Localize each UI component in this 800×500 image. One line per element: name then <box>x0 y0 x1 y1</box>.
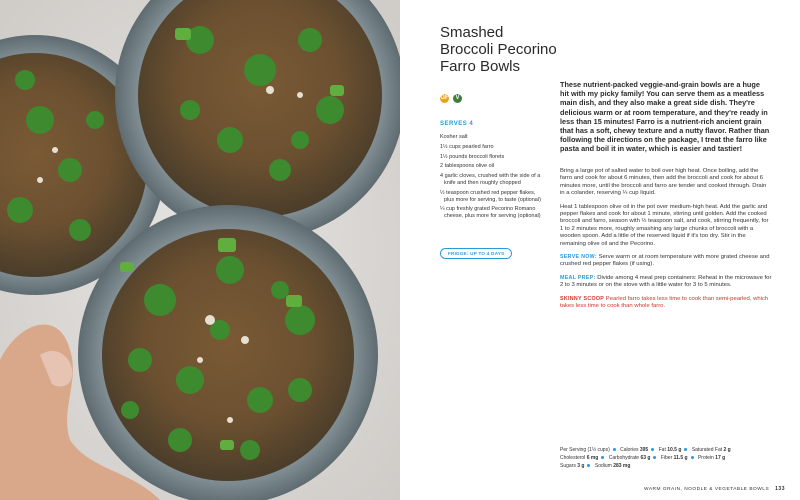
recipe-title: Smashed Broccoli Pecorino Farro Bowls <box>440 24 557 75</box>
bullet-dot-icon <box>684 448 687 451</box>
page-number: 133 <box>775 486 785 492</box>
meal-prep-note <box>560 275 772 290</box>
page-footer <box>644 486 785 492</box>
bullet-dot-icon <box>651 448 654 451</box>
ingredient-item: ¼ cup freshly grated Pecorino Romano cheese, plus more for serving (optional) <box>440 206 541 220</box>
nutrient-label: Carbohydrate <box>608 455 640 461</box>
ingredient-item: Kosher salt <box>440 134 468 140</box>
nutrient-label: Fat <box>658 447 666 453</box>
bullet-dot-icon <box>587 464 590 467</box>
method-step: Heat 1 tablespoon olive oil in the pot over medium-high heat. Add the garlic and pepper flakes and cook for about 1 minute, stirring until golden. Add the cooked broccoli and farro, season with ½ teaspoon salt, and cook, stirring frequently, for 1 to 2 minutes more, roughly smashing any large chunks of broccoli with a wooden spoon. Add a little of the reserved liquid if it's too dry. Stir in the remaining olive oil and the Pecorino. <box>560 203 769 247</box>
nutrition-facts <box>560 446 780 470</box>
ingredient-item: 4 garlic cloves, crushed with the side of a knife and then roughly chopped <box>440 173 541 186</box>
nutrient-value: 10.5 g <box>667 447 682 453</box>
serves-label: SERVES 4 <box>440 121 474 127</box>
nutrient-label: Sugars <box>560 463 576 469</box>
nutrient-value: 63 g <box>640 455 651 461</box>
fridge-storage-pill: FRIDGE: UP TO 4 DAYS <box>440 248 512 259</box>
nutrient-value: 6 mg <box>586 455 599 461</box>
recipe-page <box>400 0 800 500</box>
bullet-dot-icon <box>601 456 604 459</box>
nutrient-label: Calories <box>620 447 639 453</box>
serve-now-note <box>560 254 772 269</box>
diet-badges <box>440 94 462 103</box>
ingredient-item: ½ teaspoon crushed red pepper flakes, plus more for serving, to taste (optional) <box>440 189 541 203</box>
method-step: Bring a large pot of salted water to boil over high heat. Once boiling, add the farro and cook for about 6 minutes, then add the broccoli and cook for about 6 minutes more, until the broccoli and farro are tender and cooked through. Drain in a colander, reserving ¼ cup liquid. <box>560 168 767 197</box>
serving-size: Per Serving (1½ cups) <box>560 447 610 453</box>
nutrient-value: 283 mg <box>613 463 631 469</box>
recipe-intro: These nutrient-packed veggie-and-grain bowls are a huge hit with my picky family! You can serve them as a meatless main dish, and they also make a great side dish. They're delicious warm or at room temperature, and they're ready in less than 15 minutes! Farro is a nutrient-rich ancient grain that has a soft, chewy texture and a nutty flavor. Rather than following the directions on the package, I treat the farro like pasta and boil it in water, which is easier and tastier! <box>560 80 770 154</box>
serve-now-text: Serve warm or at room temperature with more grated cheese and crushed red pepper flakes (if using). <box>560 254 770 268</box>
nutrient-label: Saturated Fat <box>691 447 723 453</box>
skinny-scoop-note <box>560 296 772 311</box>
bullet-dot-icon <box>613 448 616 451</box>
nutrient-value: 17 g <box>715 455 726 461</box>
ingredient-item: 1½ pounds broccoli florets <box>440 153 505 160</box>
nutrient-label: Cholesterol <box>560 455 586 461</box>
ingredient-list <box>440 134 545 223</box>
bullet-dot-icon <box>653 456 656 459</box>
nutrient-label: Fiber <box>660 455 673 461</box>
vegetarian-badge-icon: V <box>453 94 462 103</box>
section-name: WARM GRAIN, NOODLE & VEGETABLE BOWLS <box>644 487 770 492</box>
recipe-method <box>560 168 772 317</box>
nutrition-line-1 <box>560 446 780 454</box>
bullet-dot-icon <box>691 456 694 459</box>
nutrition-line-3 <box>560 462 780 470</box>
gluten-free-badge-icon: GF <box>440 95 449 101</box>
nutrient-label: Sodium <box>594 463 612 469</box>
nutrient-value: 3 g <box>577 463 585 469</box>
nutrition-line-2 <box>560 454 780 462</box>
serve-now-label: SERVE NOW: <box>560 254 597 261</box>
ingredient-item: 2 tablespoons olive oil <box>440 163 495 170</box>
skinny-scoop-text: Pearled farro takes less time to cook than semi-pearled, which takes less time to cook than whole farro. <box>560 295 769 310</box>
ingredient-item: 1½ cups pearled farro <box>440 143 494 150</box>
nutrient-value: 395 <box>639 447 649 453</box>
meal-prep-label: MEAL PREP: <box>560 274 596 281</box>
nutrient-value: 11.5 g <box>673 455 688 461</box>
skinny-scoop-label: SKINNY SCOOP <box>560 295 605 302</box>
nutrient-label: Protein <box>697 455 714 461</box>
meal-prep-text: Divide among 4 meal prep containers: Reheat in the microwave for 2 to 3 minutes or on the stove with a little water for 3 to 5 minutes. <box>560 274 772 289</box>
nutrient-value: 2 g <box>723 447 731 453</box>
